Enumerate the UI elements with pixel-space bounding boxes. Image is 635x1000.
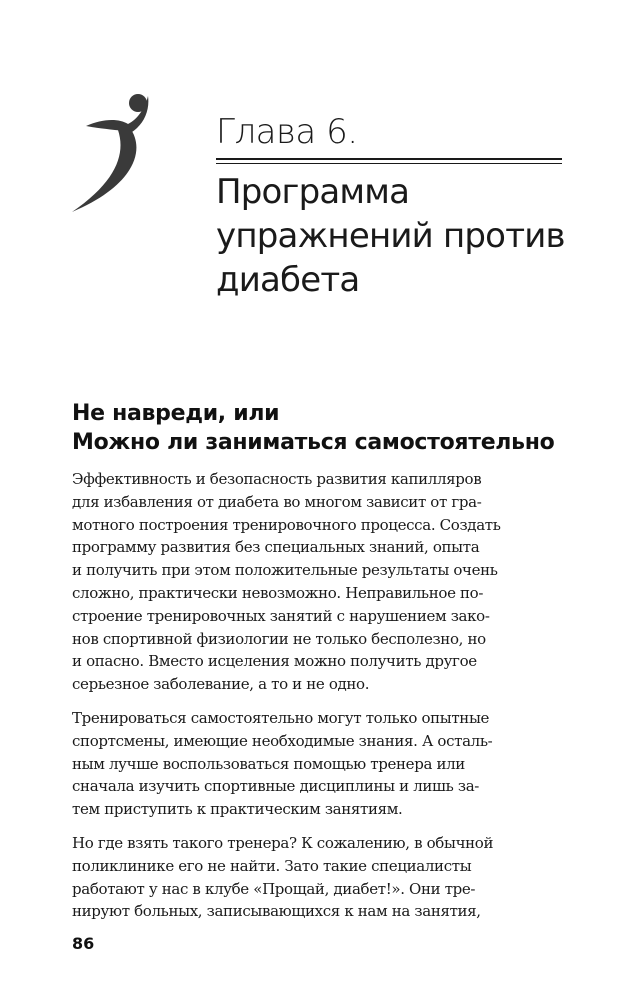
text-line: спортсмены, имеющие необходимые знания. А осталь-	[72, 731, 493, 750]
text-line: для избавления от диабета во многом зависит от гра-	[72, 492, 482, 511]
text-line: работают у нас в клубе «Прощай, диабет!». Они тре-	[72, 879, 476, 898]
chapter-title	[216, 170, 576, 302]
title-rule-thin	[216, 163, 562, 164]
text-line: мотного построения тренировочного процесса. Создать	[72, 515, 501, 534]
text-line: и получить при этом положительные результаты очень	[72, 561, 498, 580]
text-line: серьезное заболевание, а то и не одно.	[72, 675, 370, 694]
chapter-label: Глава 6.	[216, 112, 358, 152]
chapter-title-line: диабета	[216, 260, 360, 300]
paragraph	[72, 468, 562, 696]
text-line: программу развития без специальных знаний, опыта	[72, 538, 480, 557]
text-line: сложно, практически невозможно. Неправильное по-	[72, 583, 484, 602]
chapter-title-line: упражнений против	[216, 216, 565, 256]
text-line: строение тренировочных занятий с нарушением зако-	[72, 606, 490, 625]
page-number: 86	[72, 934, 95, 953]
text-line: нов спортивной физиологии не только бесполезно, но	[72, 629, 486, 648]
section-heading-line: Можно ли заниматься самостоятельно	[72, 430, 555, 455]
body-text	[72, 468, 562, 934]
text-line: сначала изучить спортивные дисциплины и лишь за-	[72, 777, 480, 796]
section-heading-line: Не навреди, или	[72, 401, 280, 426]
title-rule-thick	[216, 158, 562, 160]
text-line: Тренироваться самостоятельно могут только опытные	[72, 708, 490, 727]
text-line: Но где взять такого тренера? К сожалению, в обычной	[72, 833, 494, 852]
paragraph	[72, 832, 562, 923]
running-figure-icon	[68, 88, 158, 216]
figure-body-swoosh	[72, 128, 136, 212]
text-line: нируют больных, записывающихся к нам на занятия,	[72, 902, 481, 921]
text-line: тем приступить к практическим занятиям.	[72, 800, 403, 819]
text-line: поликлинике его не найти. Зато такие специалисты	[72, 856, 472, 875]
paragraph	[72, 707, 562, 821]
section-heading	[72, 399, 592, 457]
chapter-title-line: Программа	[216, 172, 410, 212]
text-line: и опасно. Вместо исцеления можно получить другое	[72, 652, 477, 671]
text-line: ным лучше воспользоваться помощью тренера или	[72, 754, 465, 773]
text-line: Эффективность и безопасность развития капилляров	[72, 470, 482, 488]
